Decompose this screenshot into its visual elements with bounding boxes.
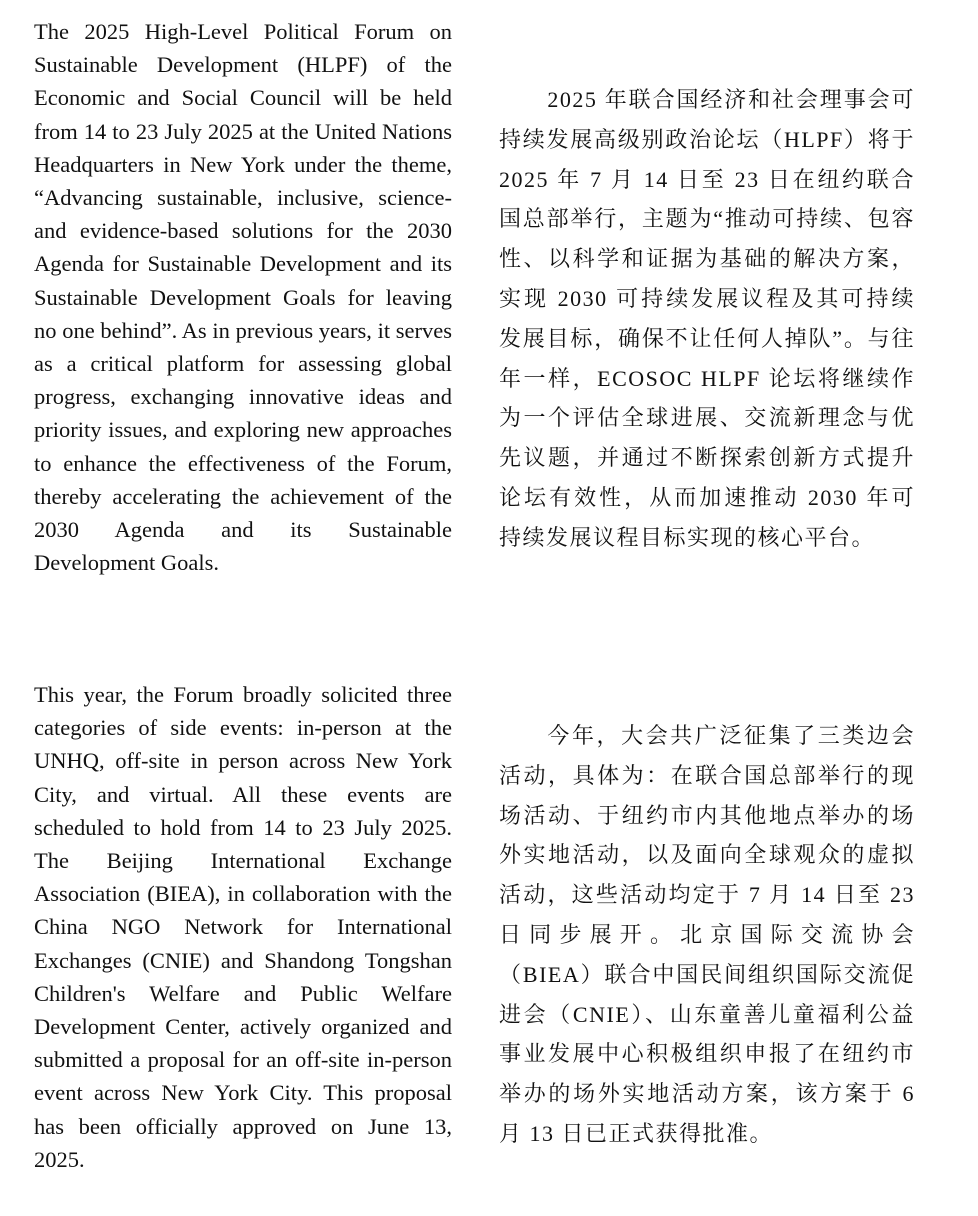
chinese-paragraph-2: 今年，大会共广泛征集了三类边会活动，具体为：在联合国总部举行的现场活动、于纽约市内其他地点举办的场外实地活动，以及面向全球观众的虚拟活动，这些活动均定于 7 月 14 日至 23 日同步展开。北京国际交流协会（BIEA）联合中国民间组织国际交流促进会（CNIE）、山东童善儿童福利公益事业发展中心积极组织申报了在纽约市举办的场外实地活动方案，该方案于 6 月 13 日已正式获得批准。 [499,723,915,1146]
english-paragraph-1: The 2025 High-Level Political Forum on Sustainable Development (HLPF) of the Economic and Social Council will be held from 14 to 23 July 2025 at the United Nations Headquarters in New York under the theme, “Advancing sustainable, inclusive, science- and evidence-based solutions for the 2030 Agenda for Sustainable Development and its Sustainable Development Goals for leaving no one behind”. As in previous years, it serves as a critical platform for assessing global progress, exchanging innovative ideas and priority issues, and exploring new approaches to enhance the effectiveness of the Forum, thereby accelerating the achievement of the 2030 Agenda and its Sustainable Development Goals. [34,19,452,576]
chinese-paragraph-1: 2025 年联合国经济和社会理事会可持续发展高级别政治论坛（HLPF）将于 2025 年 7 月 14 日至 23 日在纽约联合国总部举行，主题为“推动可持续、包容性、以科学和证据为基础的解决方案，实现 2030 可持续发展议程及其可持续发展目标，确保不让任何人掉队”。与往年一样，ECOSOC HLPF 论坛将继续作为一个评估全球进展、交流新理念与优先议题，并通过不断探索创新方式提升论坛有效性，从而加速推动 2030 年可持续发展议程目标实现的核心平台。 [499,87,915,550]
english-paragraph-2: This year, the Forum broadly solicited three categories of side events: in-person at the UNHQ, off-site in person across New York City, and virtual. All these events are scheduled to hold from 14 to 23 July 2025. The Beijing International Exchange Association (BIEA), in collaboration with the China NGO Network for International Exchanges (CNIE) and Shandong Tongshan Children's Welfare and Public Welfare Development Center, actively organized and submitted a proposal for an off-site in-person event across New York City. This proposal has been officially approved on June 13, 2025. [34,682,452,1172]
